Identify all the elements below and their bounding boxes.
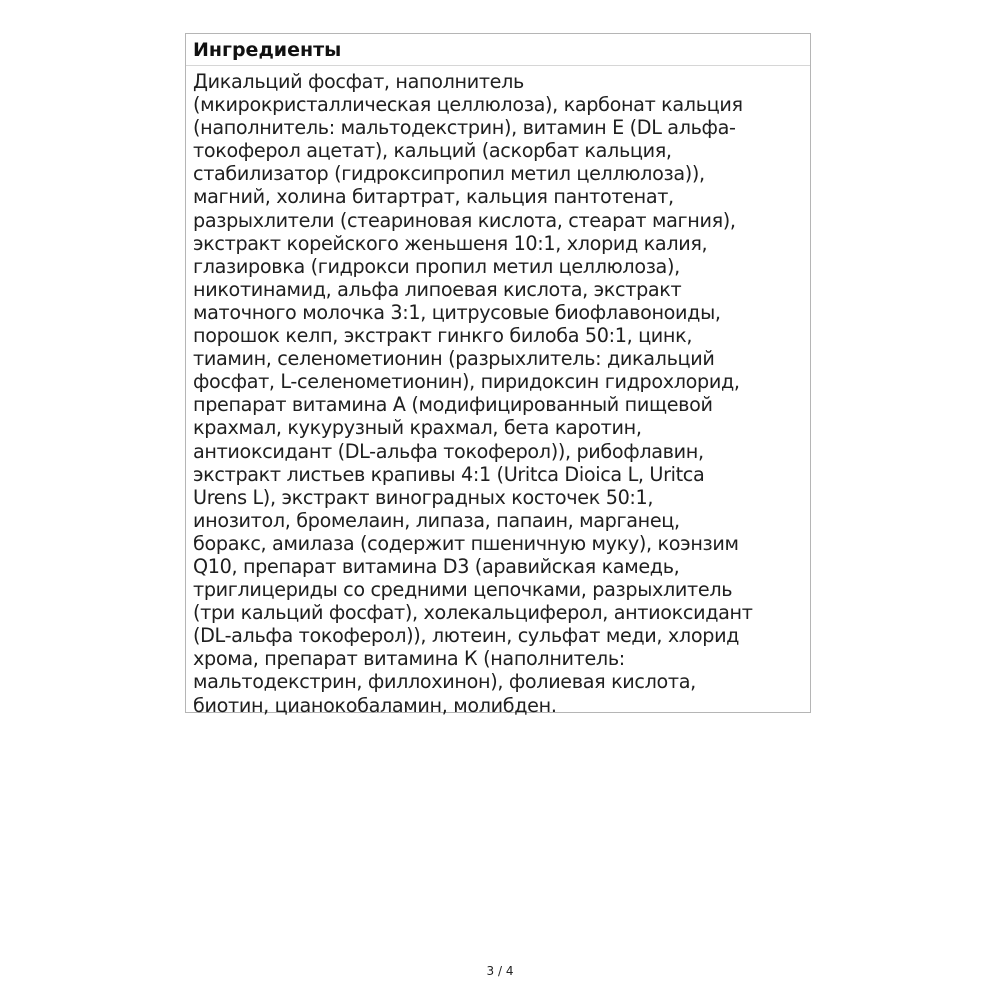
ingredients-line: порошок келп, экстракт гинкго билоба 50:1, цинк, [193,324,693,348]
ingredients-line: фосфат, L-селенометионин), пиридоксин гидрохлорид, [193,370,740,394]
ingredients-line: препарат витамина А (модифицированный пищевой [193,393,713,417]
ingredients-line: стабилизатор (гидроксипропил метил целлюлоза)), [193,162,705,186]
ingredients-line: Q10, препарат витамина D3 (аравийская камедь, [193,554,680,578]
ingredients-line: антиоксидант (DL-альфа токоферол)), рибофлавин, [193,439,704,463]
ingredients-line: экстракт листьев крапивы 4:1 (Uritca Dioica L, Uritca [193,462,705,486]
ingredients-text [186,66,810,717]
ingredients-card [185,33,811,717]
ingredients-line: (три кальций фосфат), холекальциферол, антиоксидант [193,601,753,625]
ingredients-line: никотинамид, альфа липоевая кислота, экстракт [193,277,682,301]
ingredients-line: (мкирокристаллическая целлюлоза), карбонат кальция [193,93,743,117]
ingredients-line: боракс, амилаза (содержит пшеничную муку), коэнзим [193,531,739,555]
ingredients-line: Дикальций фосфат, наполнитель [193,70,524,93]
ingredients-line: экстракт корейского женьшеня 10:1, хлорид калия, [193,231,708,255]
ingredients-line: магний, холина битартрат, кальция пантотенат, [193,185,674,209]
ingredients-line: разрыхлители (стеариновая кислота, стеарат магния), [193,208,736,232]
ingredients-line: инозитол, бромелаин, липаза, папаин, марганец, [193,508,680,532]
ingredients-line: тиамин, селенометионин (разрыхлитель: дикальций [193,347,715,371]
ingredients-line: мальтодекстрин, филлохинон), фолиевая кислота, [193,670,696,694]
page-indicator: 3 / 4 [486,964,514,978]
ingredients-line: токоферол ацетат), кальций (аскорбат кальция, [193,139,672,163]
ingredients-line: крахмал, кукурузный крахмал, бета каротин, [193,416,642,440]
ingredients-line: биотин, цианокобаламин, молибден. [193,693,557,717]
ingredients-line: (DL-альфа токоферол)), лютеин, сульфат меди, хлорид [193,624,740,648]
ingredients-line: хрома, препарат витамина К (наполнитель: [193,647,625,671]
ingredients-line: триглицериды со средними цепочками, разрыхлитель [193,578,733,602]
ingredients-line: Urens L), экстракт виноградных косточек 50:1, [193,485,654,509]
ingredients-line: (наполнитель: мальтодекстрин), витамин Е (DL альфа- [193,116,736,140]
ingredients-heading: Ингредиенты [186,34,810,66]
ingredients-line: маточного молочка 3:1, цитрусовые биофлавоноиды, [193,300,721,324]
ingredients-line: глазировка (гидрокси пропил метил целлюлоза), [193,254,680,278]
